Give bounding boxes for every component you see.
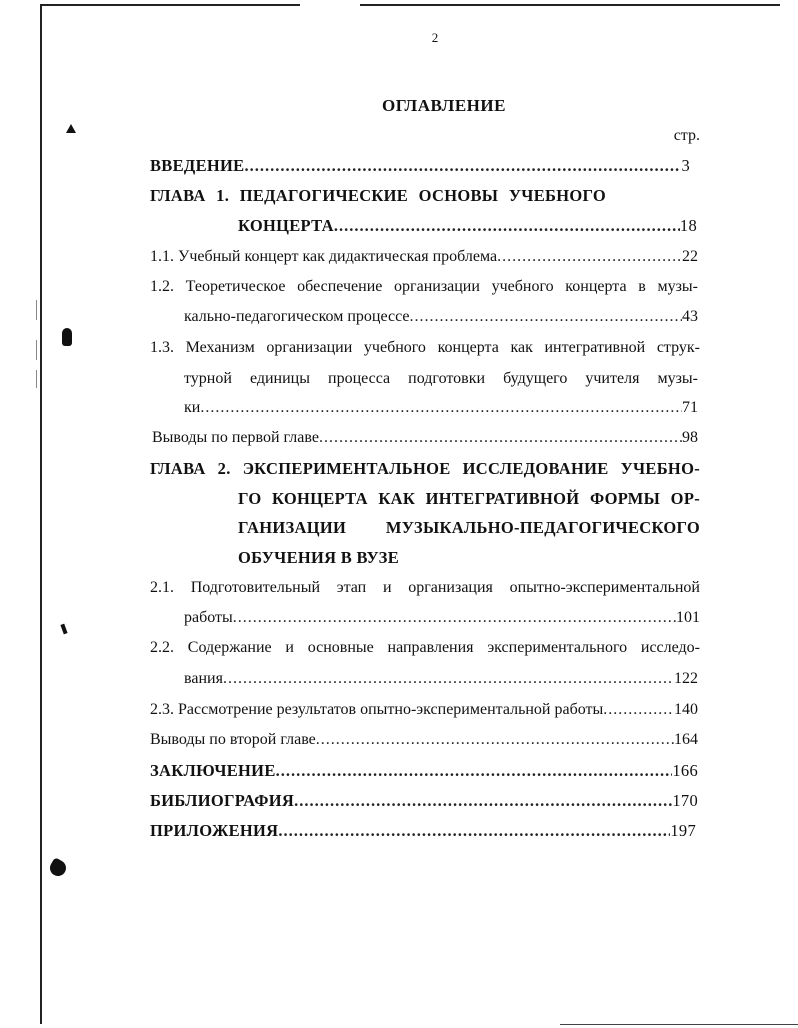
toc-leader — [497, 248, 682, 266]
toc-leader — [294, 791, 672, 811]
toc-entry-1-3-line1: 1.3. Механизм организации учебного концерта как интегративной струк- — [150, 339, 700, 356]
toc-page: 71 — [682, 399, 698, 416]
toc-page: 18 — [679, 216, 697, 235]
toc-entry-appendix[interactable] — [150, 821, 696, 841]
toc-chapter-2-title-line1: ГЛАВА 2. ЭКСПЕРИМЕНТАЛЬНОЕ ИССЛЕДОВАНИЕ УЧЕБНО- — [150, 459, 700, 478]
toc-label: ВВЕДЕНИЕ — [150, 156, 245, 175]
toc-chapter-2-title-line2: ГО КОНЦЕРТА КАК ИНТЕГРАТИВНОЙ ФОРМЫ ОР- — [238, 489, 700, 508]
toc-entry-1-3-line2: турной единицы процесса подготовки будущего учителя музы- — [184, 370, 698, 387]
toc-leader — [603, 701, 674, 719]
toc-entry-2-2-line1: 2.2. Содержание и основные направления экспериментального исследо- — [150, 639, 700, 656]
toc-leader — [334, 216, 680, 236]
page-border-left — [40, 4, 42, 1024]
margin-tick — [36, 340, 37, 360]
toc-page: 166 — [672, 761, 698, 780]
toc-entry-1-3[interactable] — [184, 399, 698, 417]
toc-entry-conclusions-2[interactable] — [150, 731, 698, 749]
toc-page: 3 — [681, 156, 690, 175]
toc-label: КОНЦЕРТА — [238, 216, 334, 235]
toc-label: вания — [184, 670, 223, 687]
toc-leader — [276, 761, 673, 781]
toc-entry-2-1[interactable] — [184, 609, 700, 627]
page-number: 2 — [431, 30, 439, 45]
toc-leader — [244, 156, 681, 176]
toc-leader — [278, 821, 670, 841]
toc-entry-2-1-line1: 2.1. Подготовительный этап и организация опытно-экспериментальной — [150, 579, 700, 596]
toc-entry-conclusion[interactable] — [150, 761, 698, 781]
toc-label: 1.1. Учебный концерт как дидактическая проблема — [150, 248, 498, 265]
toc-entry-ch1[interactable] — [238, 216, 697, 236]
toc-label: 2.3. Рассмотрение результатов опытно-экспериментальной работы — [150, 701, 604, 718]
toc-entry-1-2[interactable] — [184, 308, 698, 326]
toc-page: 22 — [682, 248, 698, 265]
page-border-top — [40, 4, 780, 6]
toc-page: 122 — [674, 670, 698, 687]
toc-entry-1-2-line1: 1.2. Теоретическое обеспечение организации учебного концерта в музы- — [150, 278, 698, 295]
margin-tick — [36, 370, 37, 388]
toc-page: 43 — [682, 308, 698, 325]
binder-hole-mark — [66, 124, 76, 133]
toc-chapter-2-title-line4: ОБУЧЕНИЯ В ВУЗЕ — [238, 548, 400, 567]
toc-label: Выводы по первой главе — [152, 429, 319, 446]
toc-leader — [233, 609, 676, 627]
toc-leader — [223, 670, 674, 688]
page-column-label: стр. — [673, 127, 700, 144]
toc-chapter-2-title-line3: ГАНИЗАЦИИ МУЗЫКАЛЬНО-ПЕДАГОГИЧЕСКОГО — [238, 518, 700, 537]
border-gap — [300, 2, 360, 8]
toc-label: ЗАКЛЮЧЕНИЕ — [150, 761, 276, 780]
toc-leader — [316, 731, 674, 749]
toc-leader — [319, 429, 682, 447]
toc-label: ПРИЛОЖЕНИЯ — [150, 821, 279, 840]
page-title: ОГЛАВЛЕНИЕ — [382, 96, 506, 115]
toc-page: 170 — [672, 791, 698, 810]
toc-page: 98 — [682, 429, 698, 446]
toc-label: кально-педагогическом процессе — [184, 308, 410, 325]
toc-leader — [200, 399, 682, 417]
toc-leader — [409, 308, 682, 326]
toc-label: ки — [184, 399, 201, 416]
binder-hole-mark — [47, 857, 69, 879]
toc-label: БИБЛИОГРАФИЯ — [150, 791, 295, 810]
toc-entry-conclusions-1[interactable] — [152, 429, 698, 447]
toc-entry-2-3[interactable] — [150, 701, 698, 719]
toc-label: Выводы по второй главе — [150, 731, 316, 748]
binder-hole-mark — [62, 328, 72, 346]
toc-page: 140 — [674, 701, 698, 718]
toc-entry-1-1[interactable] — [150, 248, 698, 266]
page-border-bottom — [560, 1024, 798, 1025]
toc-entry-bibliography[interactable] — [150, 791, 698, 811]
toc-entry-intro[interactable] — [150, 156, 690, 176]
toc-page: 101 — [676, 609, 700, 626]
margin-tick — [36, 300, 37, 320]
toc-chapter-1-title: ГЛАВА 1. ПЕДАГОГИЧЕСКИЕ ОСНОВЫ УЧЕБНОГО — [150, 186, 606, 205]
toc-label: работы — [184, 609, 233, 626]
toc-entry-2-2[interactable] — [184, 670, 698, 688]
toc-page: 164 — [674, 731, 698, 748]
toc-page: 197 — [670, 821, 696, 840]
binder-hole-mark — [60, 624, 67, 635]
